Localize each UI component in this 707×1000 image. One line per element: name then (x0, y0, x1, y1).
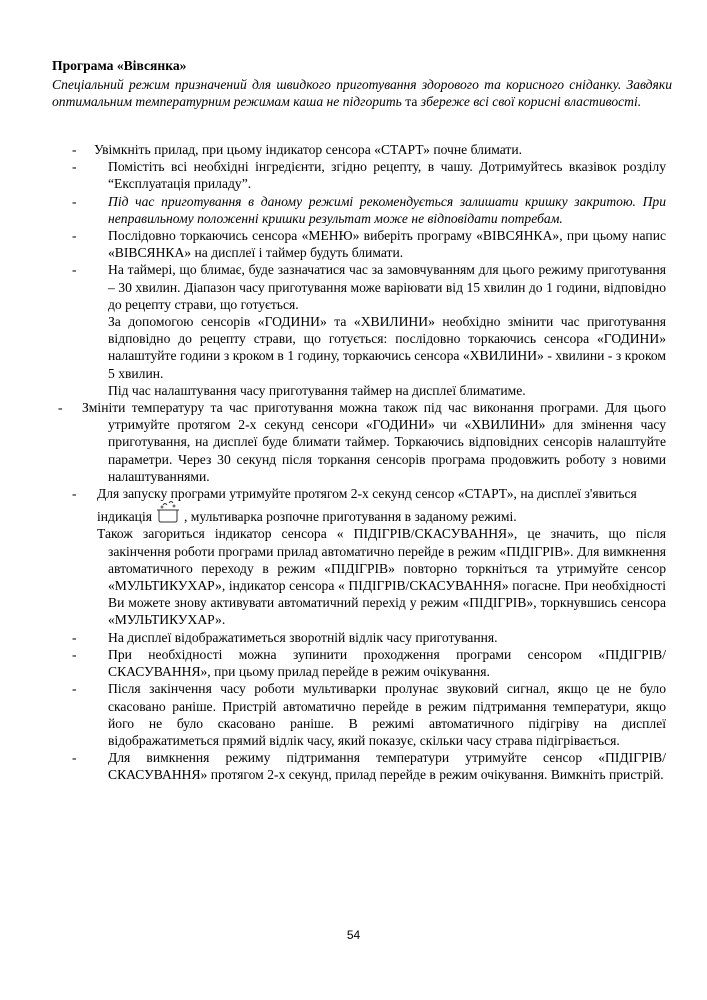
list-item-text: На дисплеї відображатиметься зворотній відлік часу приготування. (108, 629, 498, 645)
intro-paragraph (52, 76, 672, 110)
list-item-text: Під час налаштування часу приготування таймер на дисплеї блиматиме. (108, 382, 526, 398)
list-item (0, 749, 707, 783)
list-item (0, 141, 707, 158)
list-dash: - (58, 400, 63, 416)
list-item (0, 646, 707, 680)
list-item-text: Змініти температуру та час приготування можна також під час виконання програми. Для цього утримуйте протягом 2-х секунд сенсори «ГОДИНИ» чи «ХВИЛИНИ» для змінення часу приготування, на дисплеї буде блимати таймер. Торкаючись відповідних сенсорів налаштуйте параметри. Через 30 секунд після торкання сенсорів програма продовжить роботу з новими налаштуваннями. (82, 400, 666, 484)
list-item (0, 227, 707, 261)
list-item (0, 158, 707, 192)
list-item (0, 629, 707, 646)
list-item-text: При необхідності можна зупинити проходження програми сенсором «ПІДІГРІВ/СКАСУВАННЯ», при цьому прилад перейде в режим очікування. (108, 646, 666, 680)
list-item-text (97, 507, 666, 525)
indicator-text: , мультиварка розпочне приготування в заданому режимі. (183, 509, 517, 525)
list-dash: - (72, 159, 77, 175)
list-item (0, 485, 707, 629)
list-dash: - (72, 486, 77, 502)
intro-text-1: Спеціальний режим призначений для швидкого приготування здорового та корисного сніданку. Завдяки оптимальним температурним режимам каша не підгорить (52, 77, 672, 110)
list-item-text: Послідовно торкаючись сенсора «МЕНЮ» виберіть програму «ВІВСЯНКА», при цьому напис «ВІВСЯНКА» на дисплеї і таймер будуть блимати. (108, 228, 666, 261)
list-item-text: Також загориться індикатор сенсора « ПІДІГРІВ/СКАСУВАННЯ», це значить, що після закінчення роботи програми прилад автоматично перейде в режим «ПІДІГРІВ». Для вимкнення автоматичного переходу в режим «ПІДІГРІВ» повторно торкніться та утримуйте сенсор «МУЛЬТИКУХАР», індикатор сенсора « ПІДІГРІВ/СКАСУВАННЯ» погасне. При необхідності Ви можете знову активувати автоматичний перехід у режим «ПІДІГРІВ», торкнувшись сенсора «МУЛЬТИКУХАР». (97, 526, 666, 628)
list-item-text: За допомогою сенсорів «ГОДИНИ» та «ХВИЛИНИ» необхідно змінити час приготування відповідно до рецепту страви, що готується: послідовно торкаючись сенсора «ГОДИНИ» налаштуйте години з кроком в 1 годину, торкаючись сенсора «ХВИЛИНИ» - хвилини - з кроком 5 хвилин. (108, 314, 666, 381)
list-item-text: Для запуску програми утримуйте протягом 2-х секунд сенсор «СТАРТ», на дисплеї з'явиться (97, 486, 637, 502)
list-item-text: Під час приготування в даному режимі рекомендується залишати кришку закритою. При неправильному положенні кришки результат може не відповідати потребам. (108, 193, 666, 226)
list-item (0, 399, 707, 485)
intro-text-2: та (405, 94, 418, 110)
list-item (0, 193, 707, 227)
list-dash: - (72, 629, 77, 645)
list-dash: - (72, 750, 77, 766)
indicator-label: індикація (97, 509, 152, 525)
list-item (0, 680, 707, 749)
instruction-list (0, 141, 707, 784)
list-dash: - (72, 193, 77, 209)
list-item-text: Для вимкнення режиму підтримання температури утримуйте сенсор «ПІДІГРІВ/СКАСУВАННЯ» протягом 2-х секунд, прилад перейде в режим очікування. Вимкніть пристрій. (108, 750, 666, 783)
list-item-text: На таймері, що блимає, буде зазначатися час за замовчуванням для цього режиму приготування – 30 хвилин. Діапазон часу приготування може варіювати від 15 хвилин до 1 години, відповідно до рецепту страви, що готується. (108, 262, 666, 312)
list-dash: - (72, 142, 77, 157)
list-item-text: Увімкніть прилад, при цьому індикатор сенсора «СТАРТ» почне блимати. (94, 142, 523, 157)
list-dash: - (72, 262, 77, 278)
list-item-text: Помістіть всі необхідні інгредієнти, згідно рецепту, в чашу. Дотримуйтесь вказівок розділу “Експлуатація приладу”. (108, 159, 666, 192)
intro-text-3: збереже всі свої корисні властивості. (417, 94, 642, 110)
list-dash: - (72, 646, 77, 662)
pot-steam-icon (154, 507, 182, 524)
list-dash: - (72, 228, 77, 244)
list-dash: - (72, 681, 77, 697)
list-item-text: Після закінчення часу роботи мультиварки пролунає звуковий сигнал, якщо це не було скасовано раніше. Пристрій автоматично перейде в режим підтримання температури, якщо його не було скасовано раніше. В режимі автоматичного підігріву на дисплеї відображатиметься прямий відлік часу, який показує, скільки часу страва підігрівається. (108, 681, 666, 748)
section-title: Програма «Вівсянка» (52, 58, 187, 73)
page-number: 54 (346, 928, 361, 942)
list-item (0, 261, 707, 399)
